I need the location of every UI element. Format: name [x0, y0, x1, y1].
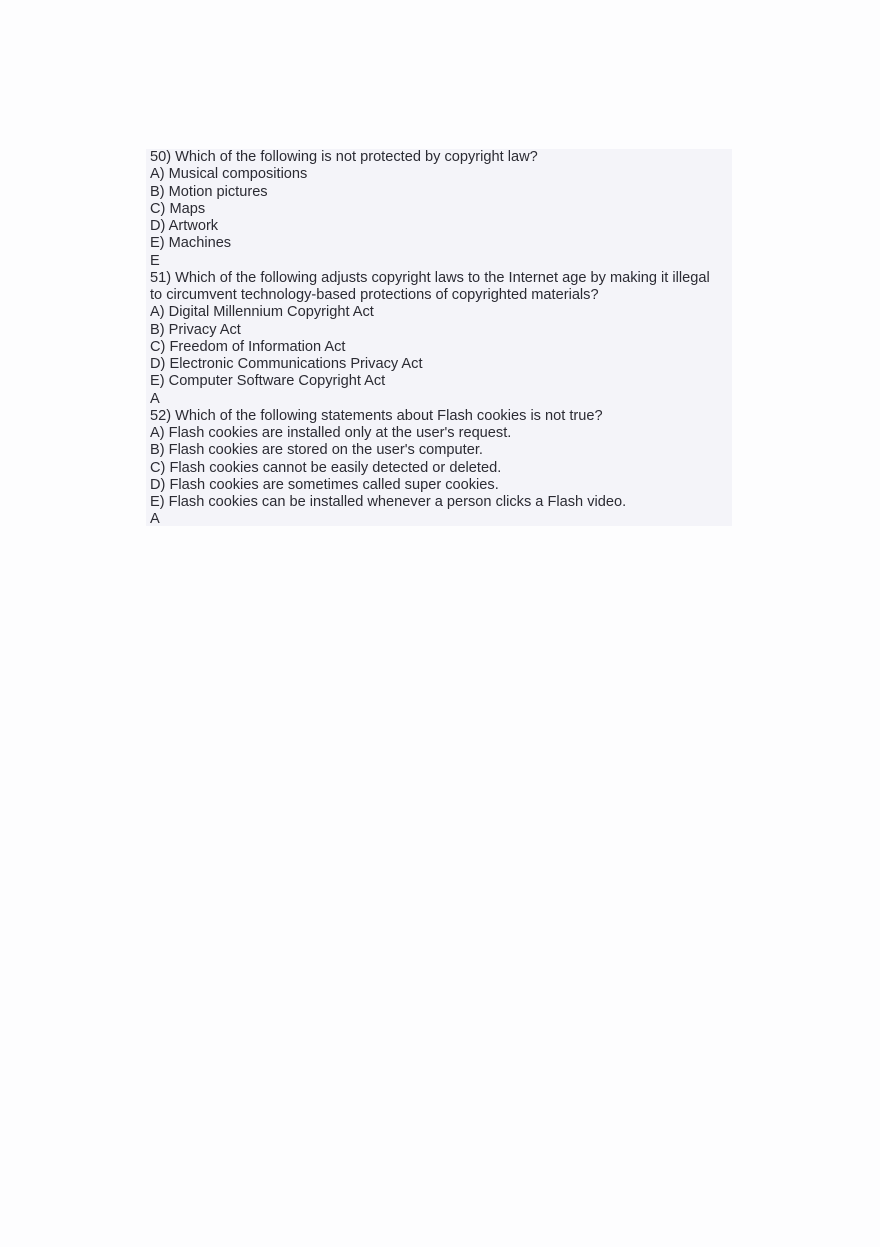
question-50-option-e: E) Machines [150, 235, 232, 252]
question-50-text: 50) Which of the following is not protected by copyright law? [150, 149, 538, 165]
question-52-option-d: D) Flash cookies are sometimes called super cookies. [150, 476, 499, 493]
question-50-answer: E [150, 252, 160, 269]
question-51-option-b: B) Privacy Act [150, 321, 241, 338]
question-50-option-a: A) Musical compositions [150, 166, 308, 183]
question-51-option-a: A) Digital Millennium Copyright Act [150, 304, 374, 321]
question-51-answer: A [150, 390, 160, 407]
question-51-text-line-2: to circumvent technology-based protections of copyrighted materials? [150, 287, 599, 303]
question-50-option-d: D) Artwork [150, 218, 219, 234]
question-52-option-b: B) Flash cookies are stored on the user's computer. [150, 442, 483, 459]
question-52-option-c: C) Flash cookies cannot be easily detected or deleted. [150, 459, 502, 476]
quiz-text-block [146, 149, 732, 526]
question-51-option-e: E) Computer Software Copyright Act [150, 373, 386, 390]
question-52-option-e: E) Flash cookies can be installed whenever a person clicks a Flash video. [150, 494, 627, 510]
question-51-text-line-1: 51) Which of the following adjusts copyright laws to the Internet age by making it illegal [150, 269, 710, 286]
question-52-answer: A [150, 511, 160, 528]
question-51-option-c: C) Freedom of Information Act [150, 338, 346, 355]
question-50-option-c: C) Maps [150, 200, 206, 217]
question-51-option-d: D) Electronic Communications Privacy Act [150, 356, 423, 372]
question-50-option-b: B) Motion pictures [150, 183, 268, 200]
question-52-option-a: A) Flash cookies are installed only at the user's request. [150, 425, 512, 441]
question-52-text: 52) Which of the following statements about Flash cookies is not true? [150, 407, 603, 424]
